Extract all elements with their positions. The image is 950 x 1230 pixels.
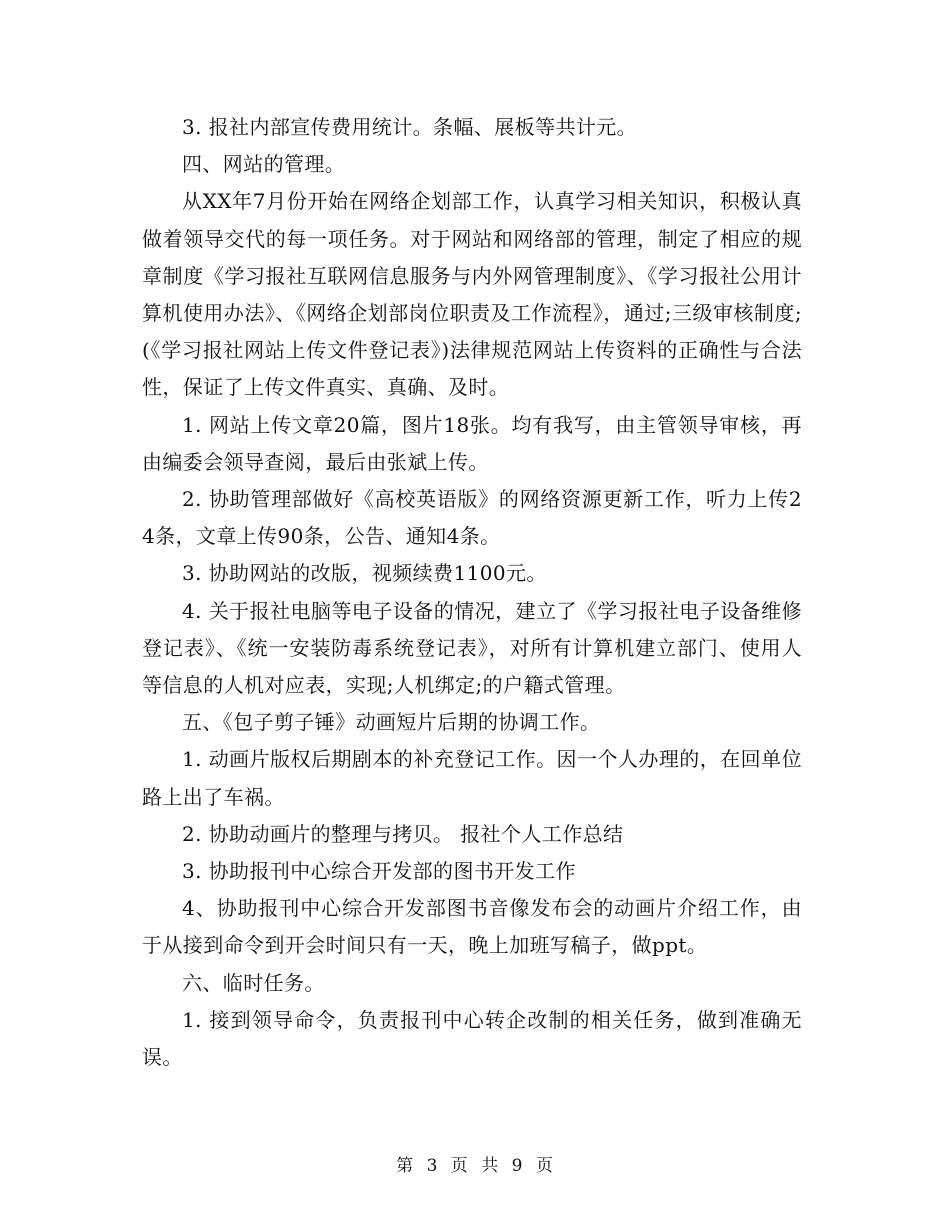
page-number-footer: 第 3 页 共 9 页 <box>396 1156 554 1176</box>
paragraph-website-overview: 从XX年7月份开始在网络企划部工作，认真学习相关知识，积极认真做着领导交代的每一项任务。对于网站和网络部的管理，制定了相应的规章制度《学习报社互联网信息服务与内外网管理制度》、《学习报社公用计算机使用办法》、《网络企划部岗位职责及工作流程》，通过;三级审核制度;(《学习报社网站上传文件登记表》)法律规范网站上传资料的正确性与合法性，保证了上传文件真实、真确、及时。 <box>142 189 802 400</box>
paragraph-item-4-device-registry: 4. 关于报社电脑等电子设备的情况，建立了《学习报社电子设备维修登记表》、《统一安装防毒系统登记表》，对所有计算机建立部门、使用人等信息的人机对应表，实现;人机绑定;的户籍式管理。 <box>142 598 802 698</box>
section-heading-temporary-tasks: 六、临时任务。 <box>182 970 325 995</box>
paragraph-item-1-uploads: 1. 网站上传文章20篇，图片18张。均有我写，由主管领导审核，再由编委会领导查阅，最后由张斌上传。 <box>142 412 802 474</box>
section-heading-animation-coordination: 五、《包子剪子锤》动画短片后期的协调工作。 <box>182 710 601 735</box>
paragraph-item-2-animation-copying: 2. 协助动画片的整理与拷贝。 报社个人工作总结 <box>182 821 624 846</box>
paragraph-item-1-restructuring: 1. 接到领导命令，负责报刊中心转企改制的相关任务，做到准确无误。 <box>142 1007 802 1070</box>
paragraph-item-3-site-redesign: 3. 协助网站的改版，视频续费1100元。 <box>182 561 547 586</box>
paragraph-item-4-launch-event: 4、协助报刊中心综合开发部图书音像发布会的动画片介绍工作，由于从接到命令到开会时间只有一天，晚上加班写稿子，做ppt。 <box>142 896 802 958</box>
document-body <box>142 109 802 1076</box>
paragraph-item-3-publicity-cost: 3. 报社内部宣传费用统计。条幅、展板等共计元。 <box>182 115 638 139</box>
section-heading-website-management: 四、网站的管理。 <box>182 152 346 177</box>
paragraph-item-2-english-edition: 2. 协助管理部做好《高校英语版》的网络资源更新工作，听力上传24条，文章上传90条，公告、通知4条。 <box>142 487 802 549</box>
paragraph-item-1-copyright-registration: 1. 动画片版权后期剧本的补充登记工作。因一个人办理的，在回单位路上出了车祸。 <box>142 747 802 809</box>
paragraph-item-3-book-development: 3. 协助报刊中心综合开发部的图书开发工作 <box>182 859 576 884</box>
